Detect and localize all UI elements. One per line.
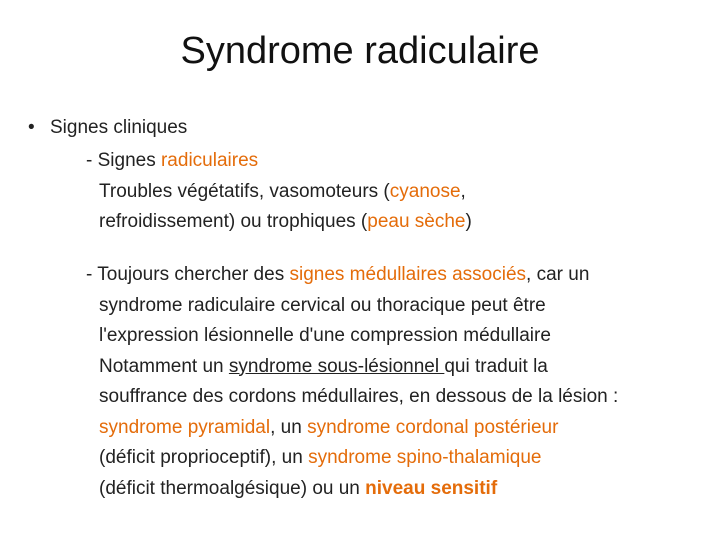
text-segment: refroidissement) ou trophiques ( xyxy=(99,211,368,232)
highlight-syndrome-spino-thalamique: syndrome spino-thalamique xyxy=(308,447,542,468)
highlight-syndrome-pyramidal: syndrome pyramidal xyxy=(99,416,271,438)
text-segment: - Signes xyxy=(86,150,161,171)
text-segment: Notamment un xyxy=(99,355,229,377)
section2-line6 xyxy=(86,413,618,444)
bullet-signes-cliniques xyxy=(28,114,187,142)
text-segment: Troubles végétatifs, vasomoteurs ( xyxy=(99,180,390,202)
text-segment: , un xyxy=(270,416,308,438)
section1-line1 xyxy=(86,146,472,177)
bullet-label: Signes cliniques xyxy=(50,117,188,138)
text-segment: (déficit proprioceptif), un xyxy=(99,447,309,468)
underlined-syndrome-sous-lesionnel: syndrome sous-lésionnel xyxy=(228,355,445,377)
section2-line8 xyxy=(86,474,618,505)
section-signes-medullaires xyxy=(86,260,618,504)
highlight-radiculaires: radiculaires xyxy=(160,150,259,171)
text-segment: - Toujours chercher des xyxy=(86,264,290,285)
highlight-peau-seche: peau sèche xyxy=(367,211,466,232)
section2-line7 xyxy=(86,443,618,474)
page-title: Syndrome radiculaire xyxy=(180,30,540,72)
text-segment: (déficit thermoalgésique) ou un xyxy=(99,477,366,499)
section-signes-radiculaires xyxy=(86,146,472,238)
highlight-signes-medullaires: signes médullaires associés xyxy=(289,264,527,285)
section2-line2 xyxy=(86,291,618,322)
text-segment: , xyxy=(460,180,466,202)
highlight-niveau-sensitif: niveau sensitif xyxy=(365,477,498,499)
highlight-syndrome-cordonal: syndrome cordonal postérieur xyxy=(307,416,559,438)
section2-line5 xyxy=(86,382,618,413)
text-segment: l'expression lésionnelle d'une compression médullaire xyxy=(99,325,551,346)
section1-line2 xyxy=(86,177,472,208)
section1-line3 xyxy=(86,207,472,238)
section2-line4 xyxy=(86,352,618,383)
bullet-dot-icon: • xyxy=(28,117,35,138)
section2-line1 xyxy=(86,260,618,291)
section2-line3 xyxy=(86,321,618,352)
text-segment: ) xyxy=(465,211,472,232)
text-segment: souffrance des cordons médullaires, en dessous de la lésion : xyxy=(99,386,619,407)
text-segment: syndrome radiculaire cervical ou thoracique peut être xyxy=(99,294,546,316)
highlight-cyanose: cyanose xyxy=(389,180,461,202)
text-segment: qui traduit la xyxy=(444,355,548,377)
text-segment: , car un xyxy=(526,264,590,285)
